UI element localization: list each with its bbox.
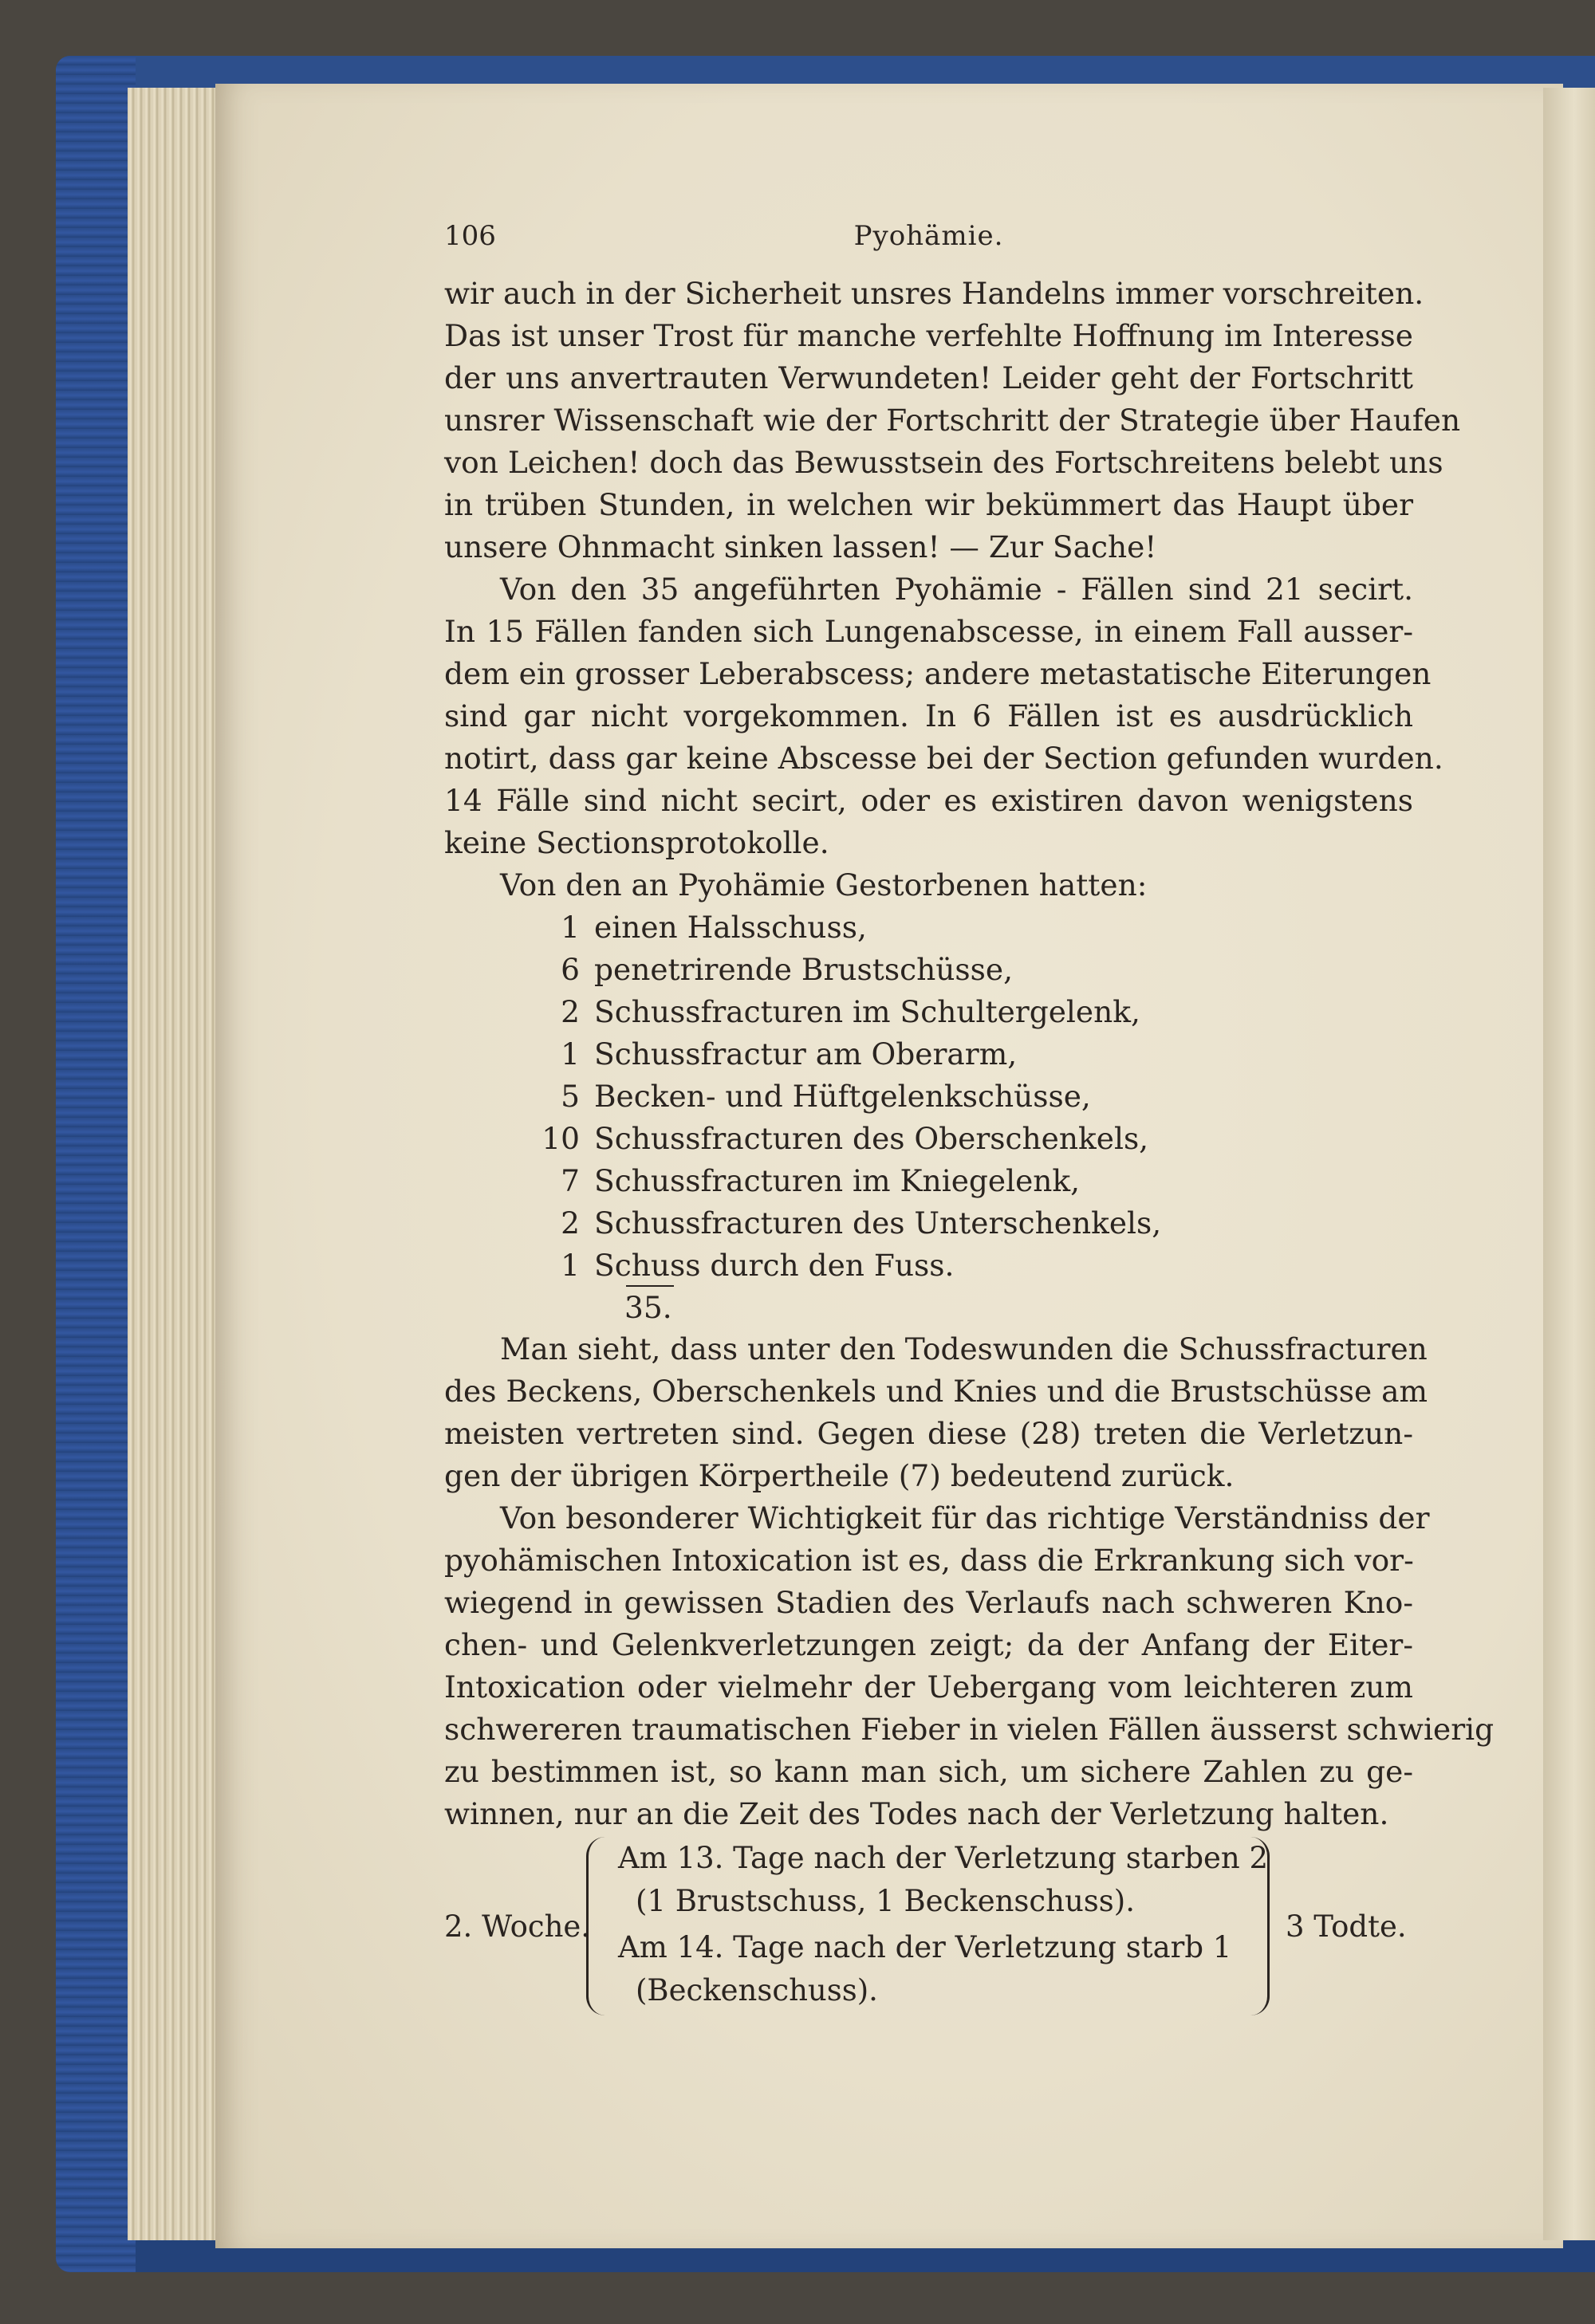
facing-page-edge (1543, 88, 1595, 2240)
text-line: gen der übrigen Körpertheile (7) bedeutend zurück. (444, 1458, 1235, 1493)
text-line: des Beckens, Oberschenkels und Knies und die Brustschüsse am (444, 1374, 1428, 1409)
list-intro: Von den an Pyohämie Gestorbenen hatten: (500, 867, 1148, 902)
text-line: winnen, nur an die Zeit des Todes nach der Verletzung halten. (444, 1796, 1389, 1831)
death-row: Am 13. Tage nach der Verletzung starben 2 (618, 1841, 1269, 1875)
death-row: (Beckenschuss). (636, 1973, 878, 2007)
list-item (500, 949, 1413, 991)
text-line: 14 Fälle sind nicht secirt, oder es existiren davon wenigstens (444, 783, 1413, 818)
text-line: von Leichen! doch das Bewusstsein des Fortschreitens belebt uns (444, 445, 1443, 480)
death-row: (1 Brustschuss, 1 Beckenschuss). (636, 1884, 1135, 1918)
death-row: Am 14. Tage nach der Verletzung starb 1 (618, 1930, 1232, 1964)
wound-label: Schuss durch den Fuss. (594, 1248, 955, 1283)
wound-count: 1 (561, 910, 580, 945)
wound-label: Schussfracturen des Oberschenkels, (594, 1121, 1149, 1156)
text-line: Intoxication oder vielmehr der Uebergang vom leichteren zum (444, 1669, 1413, 1705)
wound-label: Schussfracturen im Kniegelenk, (594, 1163, 1081, 1198)
page-number: 106 (444, 220, 496, 252)
text-line: keine Sectionsprotokolle. (444, 825, 829, 860)
wound-label: penetrirende Brustschüsse, (594, 952, 1014, 987)
death-total: 3 Todte. (1286, 1909, 1407, 1944)
list-item (500, 1075, 1413, 1118)
text-line: Das ist unser Trost für manche verfehlte Hoffnung im Interesse (444, 318, 1413, 353)
paragraph-1 (444, 273, 1461, 568)
running-header (444, 209, 1413, 273)
text-line: In 15 Fällen fanden sich Lungenabscesse, in einem Fall ausser- (444, 614, 1413, 649)
list-item (500, 1202, 1413, 1245)
text-line: Man sieht, dass unter den Todeswunden die Schussfracturen (500, 1331, 1428, 1366)
text-line: unsere Ohnmacht sinken lassen! — Zur Sache! (444, 529, 1157, 564)
text-line: dem ein grosser Leberabscess; andere metastatische Eiterungen (444, 656, 1432, 691)
list-item (500, 1160, 1413, 1202)
right-brace (1250, 1837, 1270, 2015)
book-spine (56, 56, 136, 2272)
wound-count: 7 (561, 1163, 580, 1198)
wound-count: 10 (542, 1121, 580, 1156)
list-item (500, 1118, 1413, 1160)
text-line: Von besonderer Wichtigkeit für das richtige Verständniss der (500, 1500, 1430, 1536)
wound-total: 35. (624, 1290, 672, 1325)
text-line: wiegend in gewissen Stadien des Verlaufs nach schweren Kno- (444, 1585, 1413, 1620)
wound-count: 2 (561, 1205, 580, 1241)
text-line: unsrer Wissenschaft wie der Fortschritt der Strategie über Haufen (444, 403, 1461, 438)
list-item (500, 1033, 1413, 1075)
text-line: der uns anvertrauten Verwundeten! Leider geht der Fortschritt (444, 360, 1413, 395)
list-item (500, 906, 1413, 949)
wound-count: 1 (561, 1036, 580, 1072)
text-line: meisten vertreten sind. Gegen diese (28) treten die Verletzun- (444, 1416, 1413, 1451)
period-label: 2. Woche. (444, 1909, 591, 1944)
paragraph-3 (444, 1328, 1428, 1497)
list-item (500, 1245, 1413, 1287)
left-brace (586, 1837, 606, 2015)
wound-label: Schussfracturen des Unterschenkels, (594, 1205, 1162, 1241)
list-item (500, 991, 1413, 1033)
wound-list (500, 906, 1413, 1328)
text-line: pyohämischen Intoxication ist es, dass die Erkrankung sich vor- (444, 1543, 1414, 1578)
wound-label: Schussfracturen im Schultergelenk, (594, 994, 1140, 1029)
text-line: in trüben Stunden, in welchen wir bekümmert das Haupt über (444, 487, 1413, 522)
wound-count: 2 (561, 994, 580, 1029)
wound-count: 1 (561, 1248, 580, 1283)
wound-label: einen Halsschuss, (594, 910, 867, 945)
text-line: zu bestimmen ist, so kann man sich, um sichere Zahlen zu ge- (444, 1754, 1413, 1789)
text-line: notirt, dass gar keine Abscesse bei der Section gefunden wurden. (444, 741, 1443, 776)
paragraph-4 (444, 1497, 1495, 1835)
running-title: Pyohämie. (853, 220, 1004, 252)
text-line: Von den 35 angeführten Pyohämie - Fällen sind 21 secirt. (500, 572, 1413, 607)
wound-label: Becken- und Hüftgelenkschüsse, (594, 1079, 1091, 1114)
paragraph-2 (444, 568, 1443, 864)
page-text (444, 209, 1495, 2020)
wound-count: 5 (561, 1079, 580, 1114)
wound-count: 6 (561, 952, 580, 987)
text-line: chen- und Gelenkverletzungen zeigt; da der Anfang der Eiter- (444, 1627, 1413, 1662)
wound-label: Schussfractur am Oberarm, (594, 1036, 1018, 1072)
death-table (444, 1837, 1413, 2020)
text-line: sind gar nicht vorgekommen. In 6 Fällen ist es ausdrücklich (444, 698, 1413, 733)
text-line: schwereren traumatischen Fieber in vielen Fällen äusserst schwierig (444, 1712, 1495, 1747)
text-line: wir auch in der Sicherheit unsres Handelns immer vorschreiten. (444, 276, 1424, 311)
